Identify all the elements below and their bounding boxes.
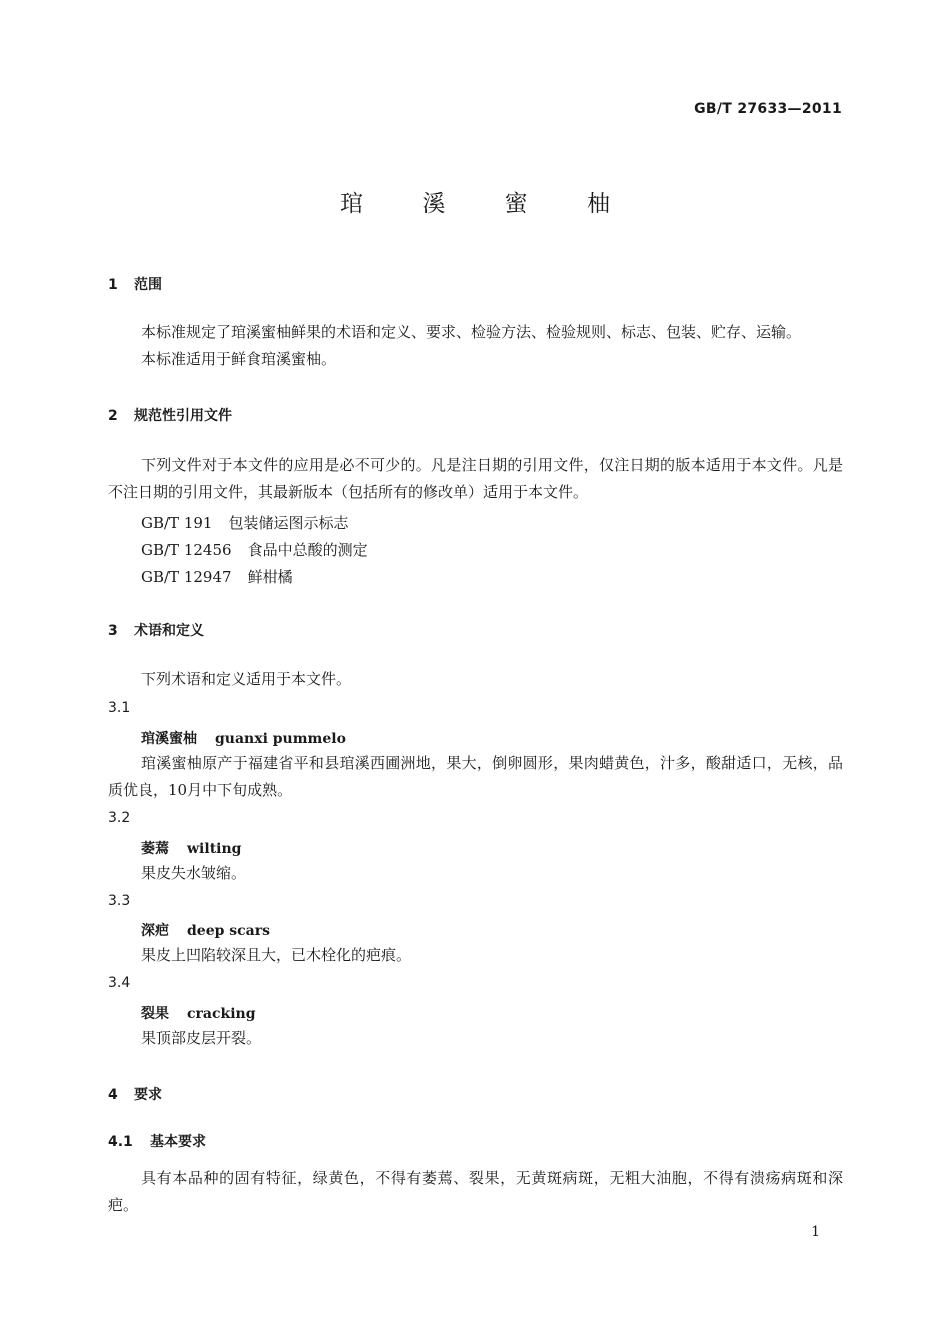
- term-zh: 琯溪蜜柚: [141, 731, 197, 747]
- section-heading-3: [108, 620, 204, 640]
- reference-item: [141, 512, 348, 533]
- document-title: 琯 溪 蜜 柚: [340, 191, 636, 217]
- reference-code: GB/T 12947: [141, 568, 232, 586]
- paragraph: 下列术语和定义适用于本文件。: [141, 670, 352, 688]
- term-en: wilting: [187, 841, 242, 857]
- term-entry: [141, 920, 270, 940]
- term-definition: 果顶部皮层开裂。: [141, 1029, 262, 1047]
- subsection-title: 基本要求: [150, 1134, 206, 1150]
- section-heading-2: [108, 405, 232, 425]
- reference-code: GB/T 191: [141, 514, 213, 532]
- clause-number: 3.2: [108, 810, 131, 826]
- subsection-number: 4.1: [108, 1134, 133, 1150]
- paragraph: 本标准适用于鲜食琯溪蜜柚。: [141, 350, 337, 368]
- reference-item: [141, 539, 368, 560]
- reference-code: GB/T 12456: [141, 541, 232, 559]
- section-number: 3: [108, 623, 118, 639]
- term-en: guanxi pummelo: [215, 731, 346, 747]
- reference-title: 鲜柑橘: [247, 568, 293, 586]
- term-en: deep scars: [187, 923, 271, 939]
- section-title: 范围: [134, 277, 162, 293]
- reference-title: 食品中总酸的测定: [247, 541, 368, 559]
- clause-number: 3.3: [108, 893, 131, 909]
- section-title: 规范性引用文件: [134, 408, 232, 424]
- reference-item: [141, 566, 293, 587]
- subsection-heading-4-1: [108, 1131, 206, 1151]
- section-number: 2: [108, 408, 118, 424]
- term-definition: 果皮上凹陷较深且大，已木栓化的疤痕。: [141, 946, 412, 964]
- page-number: 1: [811, 1224, 820, 1240]
- clause-number: 3.1: [108, 700, 131, 716]
- section-number: 4: [108, 1087, 118, 1103]
- term-entry: [141, 1003, 255, 1023]
- paragraph: 下列文件对于本文件的应用是必不可少的。凡是注日期的引用文件，仅注日期的版本适用于本文件。凡是不注日期的引用文件，其最新版本（包括所有的修改单）适用于本文件。: [108, 456, 843, 501]
- term-zh: 深疤: [141, 923, 169, 939]
- standard-number: GB/T 27633—2011: [694, 101, 842, 117]
- section-heading-1: [108, 274, 162, 294]
- term-entry: [141, 838, 241, 858]
- section-title: 术语和定义: [134, 623, 204, 639]
- paragraph: 具有本品种的固有特征，绿黄色，不得有萎蔫、裂果，无黄斑病斑，无粗大油胞，不得有溃疡病斑和深疤。: [108, 1169, 843, 1214]
- section-title: 要求: [134, 1087, 162, 1103]
- term-en: cracking: [187, 1006, 256, 1022]
- paragraph: 本标准规定了琯溪蜜柚鲜果的术语和定义、要求、检验方法、检验规则、标志、包装、贮存、运输。: [141, 323, 802, 341]
- clause-number: 3.4: [108, 975, 131, 991]
- section-number: 1: [108, 277, 118, 293]
- reference-title: 包装储运图示标志: [228, 514, 349, 532]
- term-entry: [141, 728, 346, 748]
- term-zh: 萎蔫: [141, 841, 169, 857]
- section-heading-4: [108, 1084, 162, 1104]
- term-definition: 果皮失水皱缩。: [141, 864, 247, 882]
- term-definition: 琯溪蜜柚原产于福建省平和县琯溪西圃洲地，果大，倒卵圆形，果肉蜡黄色，汁多，酸甜适口，无核，品质优良，10月中下旬成熟。: [108, 754, 843, 799]
- term-zh: 裂果: [141, 1006, 169, 1022]
